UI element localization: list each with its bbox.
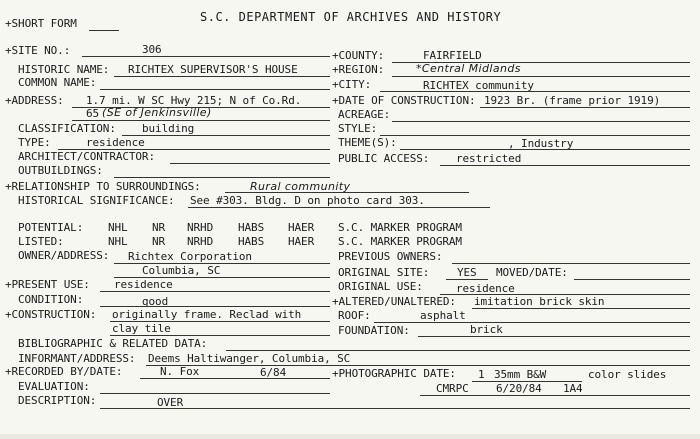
listed-label: LISTED: (18, 235, 64, 248)
present-use-underline (100, 291, 330, 292)
address-value-line-2a: 65 (86, 107, 100, 120)
common-name-underline (100, 89, 330, 90)
foundation-value: brick (470, 323, 503, 336)
listed-code-nhl: NHL (108, 235, 128, 248)
historic-name-label: HISTORIC NAME: (18, 63, 110, 76)
photo-type: 35mm B&W (494, 368, 547, 381)
photo-org-underline (420, 395, 690, 396)
type-value: residence (86, 136, 145, 149)
original-site-value: YES (457, 266, 477, 279)
foundation-underline (418, 336, 690, 337)
bibliographic-underline (226, 350, 690, 351)
informant-underline (146, 365, 690, 366)
region-underline (392, 76, 690, 77)
owner-value-line-1: Richtex Corporation (128, 250, 252, 263)
address-value-line-1: 1.7 mi. W SC Hwy 215; N of Co.Rd. (86, 94, 302, 107)
architect-underline (170, 163, 330, 164)
date-construction-underline (480, 107, 690, 108)
address-underline-2 (72, 120, 330, 121)
altered-underline (472, 308, 690, 309)
photo-org: CMRPC (436, 382, 469, 395)
original-site-underline (446, 279, 488, 280)
condition-value: good (142, 295, 169, 308)
informant-value: Deems Haltiwanger, Columbia, SC (148, 352, 351, 365)
previous-owners-label: PREVIOUS OWNERS: (338, 250, 443, 263)
altered-label: +ALTERED/UNALTERED: (332, 295, 456, 308)
condition-label: CONDITION: (18, 293, 84, 306)
significance-value: See #303. Bldg. D on photo card 303. (190, 194, 425, 207)
potential-code-nrhd: NRHD (187, 221, 214, 234)
potential-label: POTENTIAL: (18, 221, 84, 234)
classification-underline (122, 135, 330, 136)
condition-underline (100, 306, 330, 307)
significance-underline (188, 207, 490, 208)
photo-count: 1 (478, 368, 485, 381)
roof-underline (374, 322, 690, 323)
address-value-line-2b: (SE of Jenkinsville) (102, 106, 212, 119)
construction-value-line-1: originally frame. Reclad with (112, 308, 302, 321)
roof-value: asphalt (420, 309, 466, 322)
listed-code-habs: HABS (238, 235, 265, 248)
date-construction-value: 1923 Br. (frame prior 1919) (484, 94, 661, 107)
recorded-date-value: 6/84 (260, 366, 287, 379)
address-label: +ADDRESS: (5, 94, 64, 107)
previous-owners-underline (452, 263, 690, 264)
region-value: *Central Midlands (416, 62, 521, 75)
acreage-underline (392, 121, 690, 122)
scan-edge-shadow (0, 434, 700, 439)
site-no-value: 306 (142, 43, 162, 56)
date-construction-label: +DATE OF CONSTRUCTION: (332, 94, 476, 107)
site-no-label: +SITE NO.: (5, 44, 71, 57)
listed-code-nrhd: NRHD (187, 235, 214, 248)
construction-underline-2 (110, 335, 330, 336)
historic-name-underline (114, 76, 330, 77)
common-name-label: COMMON NAME: (18, 76, 97, 89)
recorded-by-value: N. Fox (160, 365, 200, 378)
potential-code-nr: NR (152, 221, 166, 234)
construction-label: +CONSTRUCTION: (5, 308, 97, 321)
recorded-label: +RECORDED BY/DATE: (5, 365, 123, 378)
document-title: S.C. DEPARTMENT OF ARCHIVES AND HISTORY (200, 10, 502, 24)
listed-code-haer: HAER (288, 235, 315, 248)
themes-value: , Industry (508, 137, 574, 150)
potential-marker-program: S.C. MARKER PROGRAM (338, 221, 462, 234)
original-use-value: residence (456, 282, 515, 295)
foundation-label: FOUNDATION: (338, 324, 410, 337)
present-use-label: +PRESENT USE: (5, 278, 90, 291)
photo-date-label: +PHOTOGRAPHIC DATE: (332, 367, 456, 380)
style-label: STYLE: (338, 122, 378, 135)
potential-code-habs: HABS (238, 221, 265, 234)
altered-value: imitation brick skin (474, 295, 605, 308)
themes-label: THEME(S): (338, 136, 397, 149)
city-label: +CITY: (332, 78, 372, 91)
city-underline (380, 91, 690, 92)
region-label: +REGION: (332, 63, 385, 76)
classification-label: CLASSIFICATION: (18, 122, 116, 135)
description-label: DESCRIPTION: (18, 394, 97, 407)
listed-code-nr: NR (152, 235, 166, 248)
photo-id: 1A4 (563, 382, 583, 395)
public-access-value: restricted (456, 152, 522, 165)
owner-value-line-2: Columbia, SC (142, 264, 221, 277)
moved-date-label: MOVED/DATE: (496, 266, 568, 279)
site-no-underline (82, 56, 330, 57)
description-value: OVER (157, 396, 184, 409)
short-form-label: +SHORT FORM (5, 17, 77, 30)
relationship-value: Rural community (250, 180, 351, 193)
city-value: RICHTEX community (423, 79, 534, 92)
themes-underline (400, 149, 690, 150)
listed-marker-program: S.C. MARKER PROGRAM (338, 235, 462, 248)
acreage-label: ACREAGE: (338, 108, 391, 121)
public-access-underline (440, 165, 690, 166)
county-label: +COUNTY: (332, 49, 385, 62)
style-underline (380, 135, 690, 136)
outbuildings-label: OUTBUILDINGS: (18, 164, 103, 177)
photo-date: 6/20/84 (496, 382, 542, 395)
short-form-underline (89, 30, 119, 31)
potential-code-haer: HAER (288, 221, 315, 234)
historic-name-value: RICHTEX SUPERVISOR'S HOUSE (128, 63, 298, 76)
original-site-label: ORIGINAL SITE: (338, 266, 430, 279)
construction-value-line-2: clay tile (112, 322, 171, 335)
potential-code-nhl: NHL (108, 221, 128, 234)
outbuildings-underline (114, 177, 330, 178)
owner-label: OWNER/ADDRESS: (18, 249, 110, 262)
moved-date-underline (574, 279, 690, 280)
relationship-underline (225, 192, 469, 193)
relationship-label: +RELATIONSHIP TO SURROUNDINGS: (5, 180, 201, 193)
informant-label: INFORMANT/ADDRESS: (18, 352, 136, 365)
recorded-underline (140, 378, 330, 379)
county-value: FAIRFIELD (423, 49, 482, 62)
bibliographic-label: BIBLIOGRAPHIC & RELATED DATA: (18, 337, 208, 350)
description-underline (100, 408, 690, 409)
roof-label: ROOF: (338, 309, 371, 322)
photo-color-slides: color slides (588, 368, 667, 381)
public-access-label: PUBLIC ACCESS: (338, 152, 430, 165)
architect-label: ARCHITECT/CONTRACTOR: (18, 150, 155, 163)
present-use-value: residence (114, 278, 173, 291)
evaluation-label: EVALUATION: (18, 380, 90, 393)
classification-value: building (142, 122, 195, 135)
original-use-label: ORIGINAL USE: (338, 280, 423, 293)
significance-label: HISTORICAL SIGNIFICANCE: (18, 194, 175, 207)
evaluation-underline (100, 393, 330, 394)
type-label: TYPE: (18, 136, 51, 149)
